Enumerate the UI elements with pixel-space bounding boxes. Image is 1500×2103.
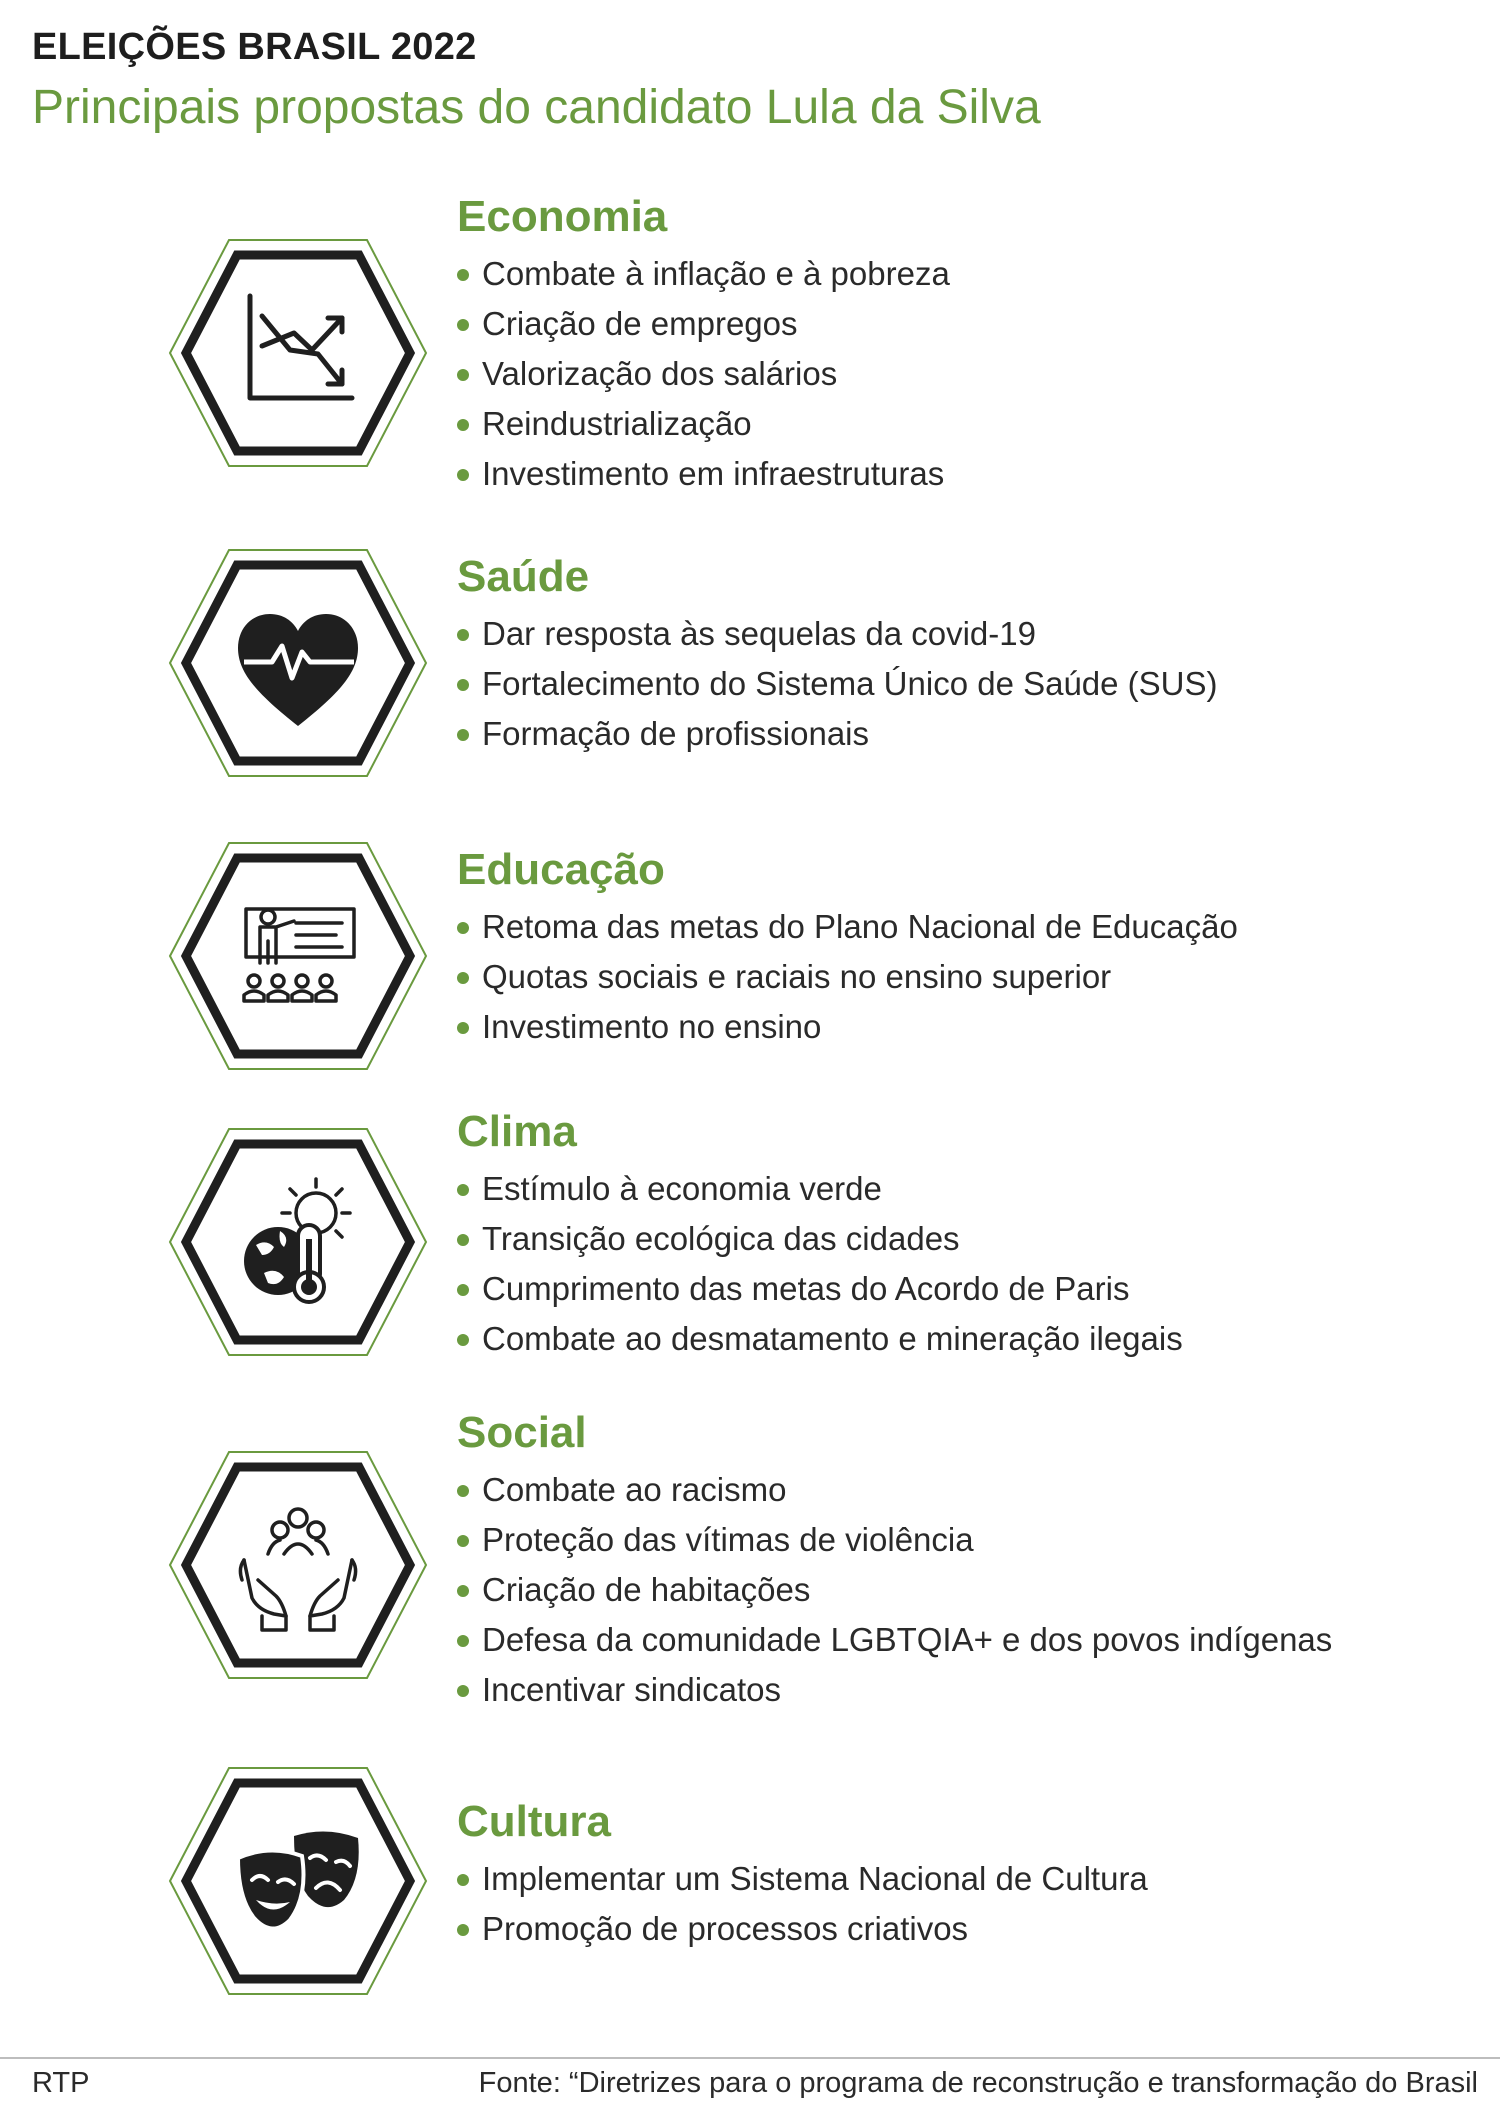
list-item: Formação de profissionais (457, 709, 1218, 759)
bullet-icon (457, 1874, 469, 1886)
theater-masks-icon (166, 1766, 430, 1996)
credit: RTP (32, 2067, 90, 2099)
list-item: Investimento em infraestruturas (457, 449, 950, 499)
list-item: Combate ao racismo (457, 1465, 1332, 1515)
section-title: Cultura (457, 1797, 611, 1846)
section-title: Social (457, 1408, 587, 1457)
source-note: Fonte: “Diretrizes para o programa de reconstrução e transformação do Brasil (478, 2067, 1478, 2099)
proposal-list (457, 1465, 1332, 1715)
bullet-icon (457, 922, 469, 934)
global-warming-icon (166, 1127, 430, 1357)
list-item: Combate ao desmatamento e mineração ilegais (457, 1314, 1183, 1364)
proposal-list (457, 1854, 1148, 1954)
list-item: Criação de habitações (457, 1565, 1332, 1615)
section-title: Economia (457, 192, 668, 241)
bullet-icon (457, 1585, 469, 1597)
list-item: Criação de empregos (457, 299, 950, 349)
list-item: Retoma das metas do Plano Nacional de Educação (457, 902, 1238, 952)
list-item: Promoção de processos criativos (457, 1904, 1148, 1954)
proposal-list (457, 1164, 1183, 1364)
bullet-icon (457, 1535, 469, 1547)
list-item: Implementar um Sistema Nacional de Cultura (457, 1854, 1148, 1904)
bullet-icon (457, 1485, 469, 1497)
list-item: Reindustrialização (457, 399, 950, 449)
list-item: Proteção das vítimas de violência (457, 1515, 1332, 1565)
list-item: Fortalecimento do Sistema Único de Saúde (SUS) (457, 659, 1218, 709)
list-item: Transição ecológica das cidades (457, 1214, 1183, 1264)
bullet-icon (457, 1022, 469, 1034)
kicker: ELEIÇÕES BRASIL 2022 (32, 26, 477, 68)
bullet-icon (457, 972, 469, 984)
list-item: Estímulo à economia verde (457, 1164, 1183, 1214)
classroom-icon (166, 841, 430, 1071)
bullet-icon (457, 1284, 469, 1296)
list-item: Dar resposta às sequelas da covid-19 (457, 609, 1218, 659)
bullet-icon (457, 269, 469, 281)
list-item: Cumprimento das metas do Acordo de Paris (457, 1264, 1183, 1314)
bullet-icon (457, 419, 469, 431)
bullet-icon (457, 1234, 469, 1246)
list-item: Valorização dos salários (457, 349, 950, 399)
page-title: Principais propostas do candidato Lula da Silva (32, 81, 1041, 134)
bullet-icon (457, 1685, 469, 1697)
heartbeat-icon (166, 548, 430, 778)
bullet-icon (457, 369, 469, 381)
section-title: Educação (457, 845, 665, 894)
line-chart-icon (166, 238, 430, 468)
community-care-icon (166, 1450, 430, 1680)
bullet-icon (457, 1334, 469, 1346)
bullet-icon (457, 729, 469, 741)
list-item: Combate à inflação e à pobreza (457, 249, 950, 299)
bullet-icon (457, 1635, 469, 1647)
proposal-list (457, 249, 950, 499)
proposal-list (457, 902, 1238, 1052)
bullet-icon (457, 1924, 469, 1936)
bullet-icon (457, 679, 469, 691)
section-title: Clima (457, 1107, 577, 1156)
section-title: Saúde (457, 552, 590, 601)
list-item: Incentivar sindicatos (457, 1665, 1332, 1715)
bullet-icon (457, 469, 469, 481)
bullet-icon (457, 1184, 469, 1196)
proposal-list (457, 609, 1218, 759)
list-item: Defesa da comunidade LGBTQIA+ e dos povos indígenas (457, 1615, 1332, 1665)
bullet-icon (457, 629, 469, 641)
bullet-icon (457, 319, 469, 331)
list-item: Quotas sociais e raciais no ensino superior (457, 952, 1238, 1002)
footer-divider (0, 2057, 1500, 2059)
list-item: Investimento no ensino (457, 1002, 1238, 1052)
